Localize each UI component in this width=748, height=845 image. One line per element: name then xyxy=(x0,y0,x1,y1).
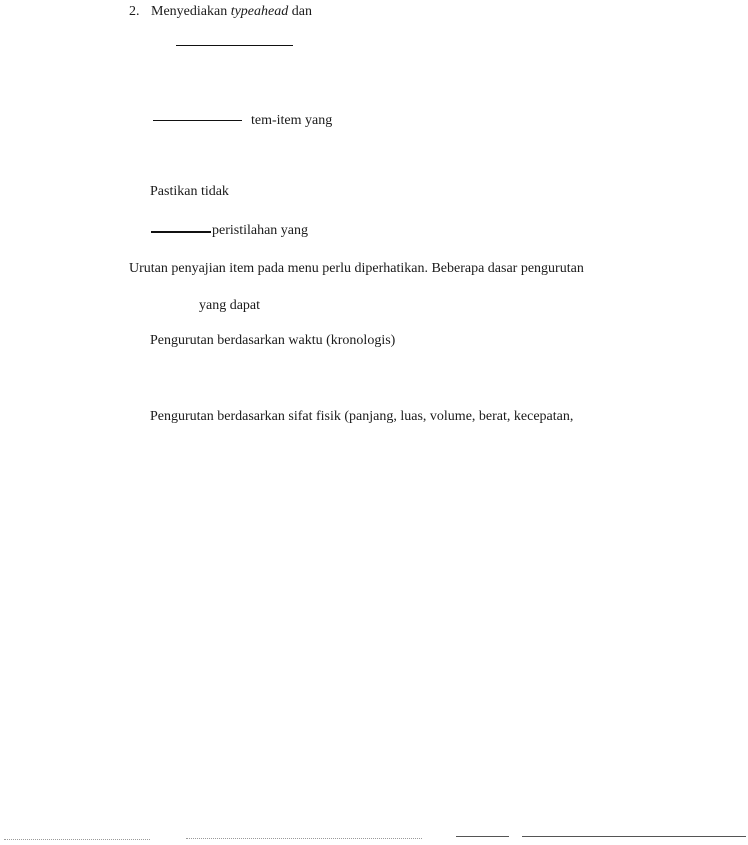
list-item-text-after: dan xyxy=(288,4,312,19)
footer-rule-long xyxy=(522,836,746,837)
pastikan-line: Pastikan tidak xyxy=(150,184,229,199)
list-item-text-before: Menyediakan xyxy=(151,4,231,19)
ordering-chronological: Pengurutan berdasarkan waktu (kronologis) xyxy=(150,333,396,348)
urutan-paragraph: Urutan penyajian item pada menu perlu diperhatikan. Beberapa dasar pengurutan xyxy=(129,261,584,276)
typeahead-term: typeahead xyxy=(230,4,289,19)
list-number: 2. xyxy=(129,4,140,19)
list-item-text xyxy=(151,4,312,20)
yang-dapat-line: yang dapat xyxy=(199,298,261,313)
blank-rule-1 xyxy=(176,45,293,46)
ordering-physical: Pengurutan berdasarkan sifat fisik (panjang, luas, volume, berat, kecepatan, xyxy=(150,409,574,424)
footer-artifact-left xyxy=(4,839,150,840)
peristilahan-line: peristilahan yang xyxy=(212,223,309,238)
footer-rule-short xyxy=(456,836,509,837)
blank-rule-3 xyxy=(151,231,211,233)
item-line-text: tem-item yang xyxy=(251,113,333,128)
footer-artifact-middle xyxy=(186,838,422,839)
blank-rule-2 xyxy=(153,120,242,121)
